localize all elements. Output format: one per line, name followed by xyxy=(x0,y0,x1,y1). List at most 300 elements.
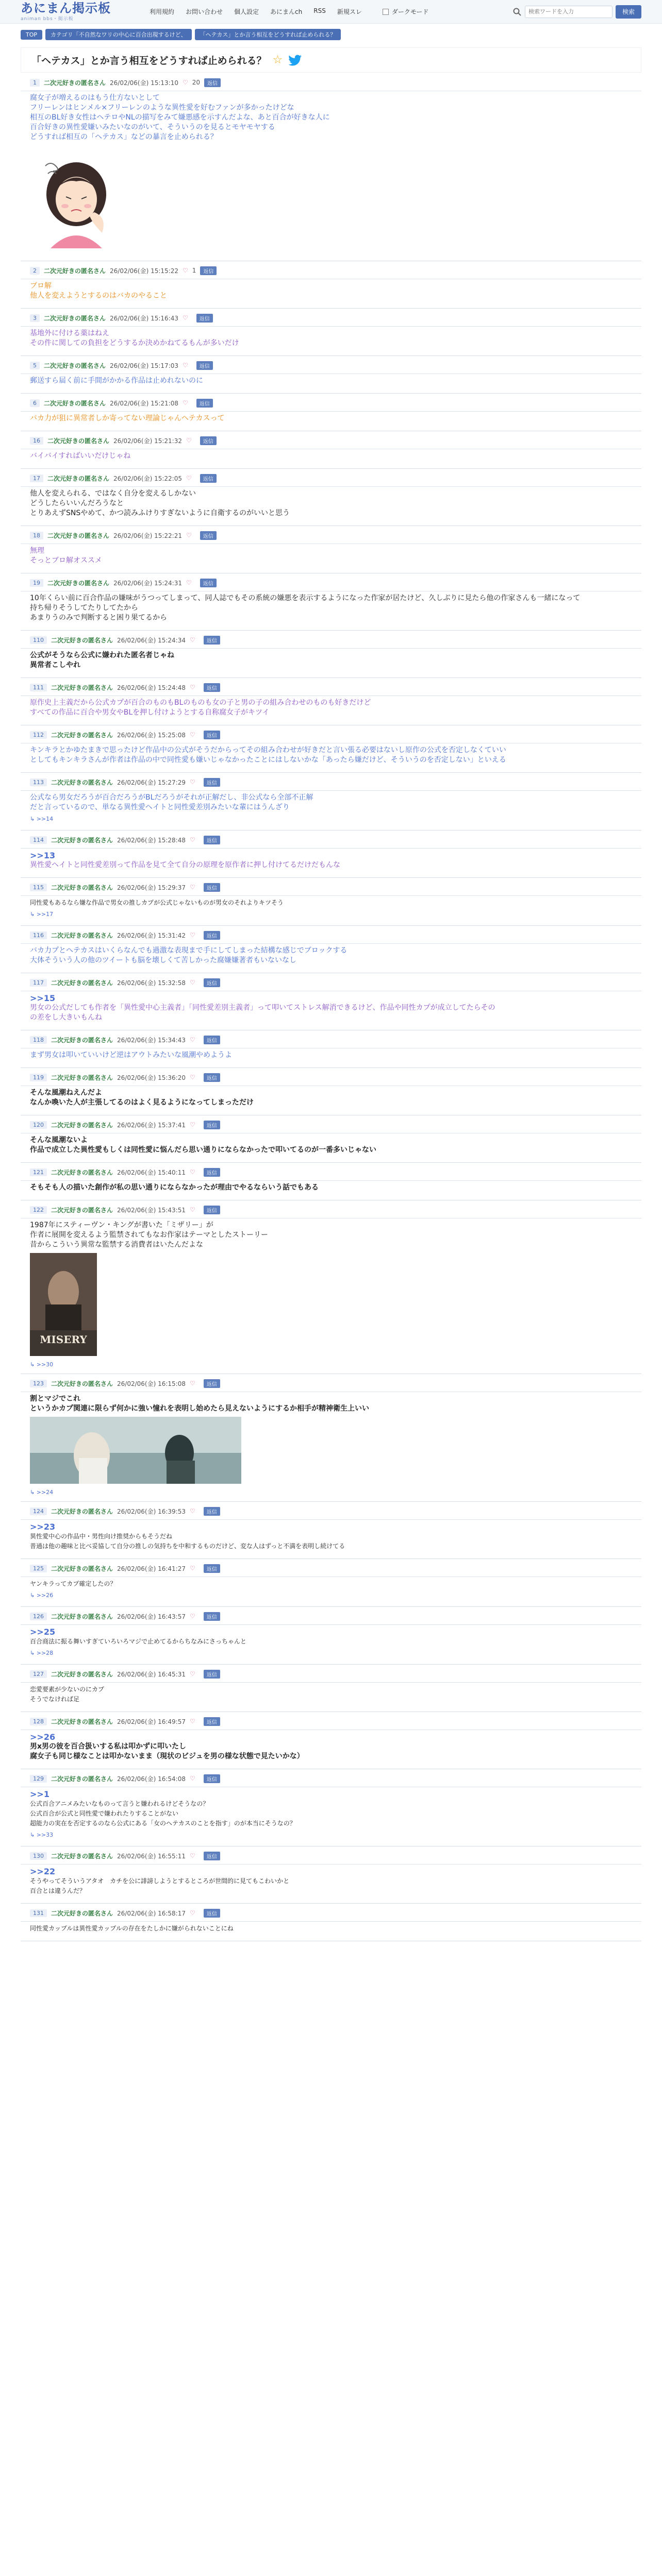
post-meta xyxy=(21,1611,641,1621)
post xyxy=(21,1773,641,1838)
poster-name: 二次元好きの匿名さん xyxy=(51,1909,113,1917)
post-body xyxy=(21,991,641,1023)
post-body xyxy=(21,279,641,301)
nav-item-rss[interactable]: RSS xyxy=(313,7,326,14)
post-text-line: ヤンキラってカプ確定したの？ xyxy=(30,1580,117,1587)
site-header xyxy=(0,0,662,24)
reply-link[interactable]: ↳ >>28 xyxy=(30,1650,54,1656)
post-meta xyxy=(21,578,641,588)
poster-name: 二次元好きの匿名さん xyxy=(51,684,113,691)
post xyxy=(21,1716,641,1761)
post-date: 26/02/06(金) 15:21:32 xyxy=(113,437,182,445)
reply-button[interactable]: 返信 xyxy=(196,399,213,408)
post-body xyxy=(21,486,641,518)
post xyxy=(21,435,641,461)
post-number[interactable]: 131 xyxy=(30,1909,47,1917)
post-text-line[interactable]: >>25 xyxy=(30,1627,56,1637)
post xyxy=(21,730,641,765)
post-number[interactable]: 18 xyxy=(30,532,43,539)
post-date: 26/02/06(金) 15:16:43 xyxy=(110,314,178,322)
reply-button[interactable]: 返信 xyxy=(200,474,217,483)
reply-button[interactable]: 返信 xyxy=(200,436,217,445)
post xyxy=(21,882,641,918)
post-number[interactable]: 123 xyxy=(30,1380,47,1387)
reply-link[interactable]: ↳ >>33 xyxy=(30,1832,54,1838)
anime-scene-image xyxy=(30,1417,241,1484)
thread-title-box xyxy=(21,47,641,73)
poster-name: 二次元好きの匿名さん xyxy=(51,1507,113,1515)
post-text-line[interactable]: >>15 xyxy=(30,993,56,1003)
poster-name: 二次元好きの匿名さん xyxy=(44,314,106,322)
reply-button[interactable]: 返信 xyxy=(204,1121,220,1129)
post-body xyxy=(21,743,641,765)
poster-name: 二次元好きの匿名さん xyxy=(51,1718,113,1725)
like-heart-icon[interactable]: ♡ xyxy=(189,1074,195,1081)
post-meta xyxy=(21,1851,641,1861)
post-number[interactable]: 118 xyxy=(30,1036,47,1044)
dark-mode-toggle[interactable] xyxy=(383,7,429,16)
post-body xyxy=(21,696,641,718)
like-heart-icon[interactable]: ♡ xyxy=(189,731,195,738)
twitter-share-icon[interactable] xyxy=(289,55,302,66)
breadcrumb xyxy=(0,24,662,40)
post-body xyxy=(21,1086,641,1108)
post-text-line: 同性愛カップルは異性愛カップルの存在をたしかに嫌がられないことにね xyxy=(30,1925,234,1932)
post-text-line: 男女の公式だしても作者を「異性愛中心主義者」「同性愛差別主義者」って叩いてストレス解消できるけど、作品や同性カプが成立してたらその xyxy=(30,1004,495,1012)
like-heart-icon[interactable]: ♡ xyxy=(186,579,192,586)
poster-name: 二次元好きの匿名さん xyxy=(51,1775,113,1783)
post-number[interactable]: 115 xyxy=(30,884,47,891)
like-heart-icon[interactable]: ♡ xyxy=(189,979,195,986)
post-number[interactable]: 5 xyxy=(30,362,40,369)
reply-button[interactable]: 返信 xyxy=(204,1774,220,1783)
like-heart-icon[interactable]: ♡ xyxy=(186,532,192,539)
site-logo[interactable] xyxy=(21,2,124,22)
like-heart-icon[interactable]: ♡ xyxy=(189,1380,195,1387)
post-divider xyxy=(21,393,641,394)
post-number[interactable]: 111 xyxy=(30,684,47,691)
post-number[interactable]: 6 xyxy=(30,399,40,407)
post-divider xyxy=(21,1664,641,1665)
post-body xyxy=(21,648,641,670)
logo-text: あにまん掲示板 xyxy=(21,1,111,15)
post-text-line: あまりうのみで判断すると困り果てるから xyxy=(30,614,167,622)
post-number[interactable]: 19 xyxy=(30,579,43,587)
post-text-line: フリーレンはヒンメル×フリーレンのような異性愛を好むファンが多かったけどな xyxy=(30,104,294,112)
post-text-line: の差をし大きいもんね xyxy=(30,1013,102,1022)
post-meta xyxy=(21,1167,641,1177)
post-text-line: 恋愛要素が少ないのにカプ xyxy=(30,1686,105,1693)
like-heart-icon[interactable]: ♡ xyxy=(189,1206,195,1213)
post-number[interactable]: 16 xyxy=(30,437,43,445)
post-text-line: 普通は他の趣味と比べ妥協して自分の推しの気持ちを中和するものだけど、変な人はずっと不満を表明し続けてる xyxy=(30,1543,345,1550)
reply-button[interactable]: 返信 xyxy=(204,683,220,692)
post xyxy=(21,473,641,518)
like-heart-icon[interactable]: ♡ xyxy=(189,1168,195,1176)
post-body xyxy=(21,1392,641,1496)
like-heart-icon[interactable]: ♡ xyxy=(189,836,195,843)
post-body xyxy=(21,326,641,348)
reply-button[interactable]: 返信 xyxy=(204,1036,220,1044)
post-text-line: 百合商法に振る舞いすぎていろいろマジで止めてるからちなみにさっちゃんと xyxy=(30,1638,247,1645)
post xyxy=(21,1506,641,1551)
reply-button[interactable]: 返信 xyxy=(200,531,217,540)
post-date: 26/02/06(金) 16:55:11 xyxy=(117,1852,186,1860)
like-heart-icon[interactable]: ♡ xyxy=(189,684,195,691)
post-meta xyxy=(21,1378,641,1388)
poster-name: 二次元好きの匿名さん xyxy=(51,1121,113,1129)
post xyxy=(21,360,641,386)
post-text-line: バカ力プとヘテカスはいくらなんでも過激な表現まで手にしてしまった結構な感じでブロックする xyxy=(30,946,347,955)
post-body xyxy=(21,1577,641,1599)
post-number[interactable]: 114 xyxy=(30,836,47,844)
reply-button[interactable]: 返信 xyxy=(204,778,220,787)
post-meta xyxy=(21,1773,641,1784)
post-body xyxy=(21,1133,641,1155)
post-text-line: 同性愛もあるなら嫌な作品で男女の推しカプが公式じゃないものが男女のそれよりキツそう xyxy=(30,899,284,906)
like-heart-icon[interactable]: ♡ xyxy=(189,1613,195,1620)
post-number[interactable]: 112 xyxy=(30,731,47,739)
post-meta xyxy=(21,473,641,483)
post-meta xyxy=(21,313,641,323)
like-heart-icon[interactable]: ♡ xyxy=(189,1670,195,1677)
post-date: 26/02/06(金) 16:39:53 xyxy=(117,1507,186,1515)
post-text-line: どうしたらいいんだろうなと xyxy=(30,499,124,507)
like-heart-icon[interactable]: ♡ xyxy=(189,778,195,786)
post-divider xyxy=(21,1606,641,1607)
post-number[interactable]: 119 xyxy=(30,1074,47,1081)
post-body xyxy=(21,591,641,623)
post-divider xyxy=(21,772,641,773)
post-number[interactable]: 2 xyxy=(30,267,40,275)
post-number[interactable]: 121 xyxy=(30,1168,47,1176)
post xyxy=(21,1072,641,1108)
poster-name: 二次元好きの匿名さん xyxy=(47,474,110,482)
like-heart-icon[interactable]: ♡ xyxy=(182,267,188,274)
reply-link[interactable]: ↳ >>26 xyxy=(30,1592,54,1599)
post-text-line: 無理 xyxy=(30,547,44,555)
post-date: 26/02/06(金) 15:22:05 xyxy=(113,474,182,482)
dark-mode-checkbox[interactable] xyxy=(383,9,389,15)
post-body xyxy=(21,895,641,918)
post-divider xyxy=(21,1558,641,1559)
post-text-line: 基地外に付ける薬はねえ xyxy=(30,329,109,337)
poster-name: 二次元好きの匿名さん xyxy=(47,437,110,445)
post-meta xyxy=(21,835,641,845)
like-heart-icon[interactable]: ♡ xyxy=(182,79,188,86)
post-number[interactable]: 113 xyxy=(30,778,47,786)
post-body xyxy=(21,544,641,566)
post xyxy=(21,578,641,623)
like-heart-icon[interactable]: ♡ xyxy=(182,362,188,369)
like-heart-icon[interactable]: ♡ xyxy=(189,636,195,643)
reply-button[interactable]: 返信 xyxy=(204,78,221,87)
post-number[interactable]: 1 xyxy=(30,79,40,87)
post-text-line: 他人を変えられる、ではなく自分を変えるしかない xyxy=(30,489,196,498)
post xyxy=(21,977,641,1023)
post-text-line: 百合とは違うんだ？ xyxy=(30,1887,86,1894)
post-text-line[interactable]: >>23 xyxy=(30,1522,56,1532)
post xyxy=(21,835,641,870)
post-text-line: 他人を変えようとするのはバカのやること xyxy=(30,292,167,300)
reply-button[interactable]: 返信 xyxy=(204,636,220,645)
reply-button[interactable]: 返信 xyxy=(204,1206,220,1214)
post-meta xyxy=(21,1035,641,1045)
post-text-line: そうやってそういうアタオ カチを公に誹謗しようとするところが世間的に見てもこわいかと xyxy=(30,1877,290,1885)
post-date: 26/02/06(金) 15:24:31 xyxy=(113,579,182,587)
post-date: 26/02/06(金) 15:17:03 xyxy=(110,362,178,369)
post-meta xyxy=(21,682,641,692)
post-body xyxy=(21,449,641,461)
post-meta xyxy=(21,635,641,645)
post-body xyxy=(21,1180,641,1193)
post-date: 26/02/06(金) 15:34:43 xyxy=(117,1036,186,1044)
post-divider xyxy=(21,1501,641,1502)
nav-item-contact[interactable]: お問い合わせ xyxy=(186,8,223,15)
reply-button[interactable]: 返信 xyxy=(204,1612,220,1621)
like-count: 20 xyxy=(192,79,201,86)
post-number[interactable]: 130 xyxy=(30,1852,47,1860)
reply-button[interactable]: 返信 xyxy=(204,978,220,987)
post xyxy=(21,1611,641,1656)
like-heart-icon[interactable]: ♡ xyxy=(182,399,188,406)
post-text-line[interactable]: >>13 xyxy=(30,851,56,860)
post-divider xyxy=(21,630,641,631)
post-meta xyxy=(21,530,641,540)
reply-button[interactable]: 返信 xyxy=(200,266,217,275)
reply-button[interactable]: 返信 xyxy=(204,1717,220,1726)
post-text-line: そんな風潮ないよ xyxy=(30,1136,88,1144)
thread-title: 「ヘテカス」とか言う相互をどうすれば止められる？ xyxy=(31,55,267,66)
post xyxy=(21,77,641,256)
post-text-line: そうでなければ足 xyxy=(30,1696,80,1703)
like-heart-icon[interactable]: ♡ xyxy=(189,1565,195,1572)
poster-name: 二次元好きの匿名さん xyxy=(51,1670,113,1678)
post-divider xyxy=(21,1903,641,1904)
reply-button[interactable]: 返信 xyxy=(204,1670,220,1679)
favorite-star-icon[interactable]: ☆ xyxy=(272,54,283,66)
post-body xyxy=(21,374,641,386)
post-date: 26/02/06(金) 15:43:51 xyxy=(117,1206,186,1214)
post-text-line: 公式がそうなら公式に嫌われた匿名者じゃね xyxy=(30,651,174,659)
breadcrumb-top[interactable]: TOP xyxy=(21,30,42,40)
reply-link[interactable]: ↳ >>24 xyxy=(30,1489,54,1496)
post-divider xyxy=(21,468,641,469)
post-text-line: 百合好きの異性愛嫌いみたいなのがいて、そういうのを見るとモヤモヤする xyxy=(30,123,275,131)
post-number[interactable]: 120 xyxy=(30,1121,47,1129)
post-image-frame[interactable] xyxy=(30,145,641,256)
post-number[interactable]: 127 xyxy=(30,1670,47,1678)
post xyxy=(21,1378,641,1496)
reply-button[interactable]: 返信 xyxy=(204,1564,220,1573)
reply-button[interactable]: 返信 xyxy=(204,731,220,739)
post-text-line: 1987年にスティーヴン・キングが書いた「ミザリー」が xyxy=(30,1221,213,1229)
post-body xyxy=(21,943,641,965)
nav-item-new-thread[interactable]: 新規スレ xyxy=(337,8,362,15)
post-meta xyxy=(21,435,641,446)
post-body xyxy=(21,1730,641,1761)
post-divider xyxy=(21,830,641,831)
like-heart-icon[interactable]: ♡ xyxy=(182,314,188,321)
reply-link[interactable]: ↳ >>30 xyxy=(30,1361,54,1368)
post-text-line: まず男女は叩いていいけど逆はアウトみたいな風潮やめようよ xyxy=(30,1051,232,1059)
post-body xyxy=(21,1519,641,1551)
post-text-line: 10年くらい前に百合作品の嫌味がうつってしまって、同人誌でもその系統の嫌悪を表示するようになった作家が居たけど、久しぶりに見たら他の作家さんも一緒になって xyxy=(30,594,581,602)
nav-item-terms[interactable]: 利用規約 xyxy=(150,8,175,15)
like-count: 1 xyxy=(192,267,196,274)
misery-poster-image xyxy=(30,1253,97,1356)
post-date: 26/02/06(金) 15:28:48 xyxy=(117,836,186,844)
breadcrumb-category[interactable]: カテゴリ「不自然なワリの中心に百合出現するけど、 xyxy=(45,29,192,40)
post-body xyxy=(21,91,641,256)
post-text-line: そっとブロ解オススメ xyxy=(30,556,102,565)
reply-button[interactable]: 返信 xyxy=(196,314,213,323)
post xyxy=(21,398,641,423)
breadcrumb-thread[interactable]: 「ヘテカス」とか言う相互をどうすれば止められる？ xyxy=(195,29,341,40)
reply-button[interactable]: 返信 xyxy=(204,931,220,940)
post-text-line: 異性愛ヘイトと同性愛差別って作品を見て全て自分の原理を原作者に押し付けてるだけだもんな xyxy=(30,861,340,869)
post-number[interactable]: 128 xyxy=(30,1718,47,1725)
post xyxy=(21,1035,641,1060)
like-heart-icon[interactable]: ♡ xyxy=(186,437,192,444)
post-text-line: 異常者こしやれ xyxy=(30,661,80,669)
post-text-line: というかカプ関連に限らず何かに強い憧れを表明し始めたら見えないようにするか相手が精神衛生上いい xyxy=(30,1404,369,1413)
post-meta xyxy=(21,930,641,940)
poster-name: 二次元好きの匿名さん xyxy=(44,79,106,87)
post xyxy=(21,635,641,670)
like-heart-icon[interactable]: ♡ xyxy=(189,1852,195,1859)
post xyxy=(21,265,641,301)
reply-button[interactable]: 返信 xyxy=(204,1379,220,1388)
poster-name: 二次元好きの匿名さん xyxy=(51,1565,113,1572)
reply-button[interactable]: 返信 xyxy=(200,579,217,587)
post-text-line: 作者に展開を変えるよう監禁されてもなお作家はテーマとしたストーリー xyxy=(30,1231,268,1239)
post-text-line: 郵送すら届く前に手間がかかる作品は止めれないのに xyxy=(30,377,203,385)
post-body xyxy=(21,1682,641,1704)
like-heart-icon[interactable]: ♡ xyxy=(189,884,195,891)
post-body xyxy=(21,790,641,822)
search-icon xyxy=(512,7,522,16)
reply-button[interactable]: 返信 xyxy=(204,1507,220,1516)
post-number[interactable]: 124 xyxy=(30,1507,47,1515)
post-divider xyxy=(21,877,641,878)
post-text-line: なんか喚いた人が主張してるのはよく見るようになってしまっただけ xyxy=(30,1098,254,1107)
like-heart-icon[interactable]: ♡ xyxy=(189,1718,195,1725)
reply-button[interactable]: 返信 xyxy=(204,1852,220,1860)
post-text-line[interactable]: >>22 xyxy=(30,1867,56,1876)
poster-name: 二次元好きの匿名さん xyxy=(51,1613,113,1620)
post-text-line: バカ力が狙に異常者しか寄ってない理論じゃんヘテカスって xyxy=(30,414,225,422)
post xyxy=(21,930,641,965)
post-text-line: 公式百合アニメみたいなものって言うと嫌われるけどそうなの？ xyxy=(30,1800,209,1807)
post-number[interactable]: 125 xyxy=(30,1565,47,1572)
post-date: 26/02/06(金) 15:40:11 xyxy=(117,1168,186,1176)
reply-button[interactable]: 返信 xyxy=(196,361,213,370)
post-body xyxy=(21,1864,641,1896)
post-text-line: 公式百合が公式と同性愛で嫌われたりすることがない xyxy=(30,1810,179,1817)
reply-button[interactable]: 返信 xyxy=(204,836,220,844)
reply-link[interactable]: ↳ >>14 xyxy=(30,816,54,822)
post-text-line: 異性愛中心の作品中・男性向け推奨からもそうだね xyxy=(30,1533,173,1540)
post-number[interactable]: 122 xyxy=(30,1206,47,1214)
like-heart-icon[interactable]: ♡ xyxy=(189,1775,195,1782)
post-date: 26/02/06(金) 15:13:10 xyxy=(110,79,178,87)
reply-button[interactable]: 返信 xyxy=(204,1073,220,1082)
nav-item-animanch[interactable]: あにまんch xyxy=(270,8,303,15)
like-heart-icon[interactable]: ♡ xyxy=(189,1121,195,1128)
post xyxy=(21,1167,641,1193)
post-text-line[interactable]: >>26 xyxy=(30,1732,56,1742)
post-date: 26/02/06(金) 16:15:08 xyxy=(117,1380,186,1387)
like-heart-icon[interactable]: ♡ xyxy=(189,1036,195,1043)
post-date: 26/02/06(金) 15:24:48 xyxy=(117,684,186,691)
post-divider xyxy=(21,355,641,356)
search-area xyxy=(512,5,641,19)
post-meta xyxy=(21,265,641,276)
post-number[interactable]: 17 xyxy=(30,474,43,482)
like-heart-icon[interactable]: ♡ xyxy=(189,1909,195,1917)
post-image-frame[interactable] xyxy=(30,1253,641,1358)
post-date: 26/02/06(金) 15:31:42 xyxy=(117,931,186,939)
post xyxy=(21,682,641,718)
post-text-line: バイバイすればいいだけじゃね xyxy=(30,452,131,460)
post-divider xyxy=(21,308,641,309)
post-body xyxy=(21,1787,641,1838)
top-nav xyxy=(150,7,362,16)
nav-item-settings[interactable]: 個人設定 xyxy=(234,8,259,15)
post-text-line: 割とマジでこれ xyxy=(30,1395,80,1403)
post-date: 26/02/06(金) 15:22:21 xyxy=(113,532,182,539)
poster-name: 二次元好きの匿名さん xyxy=(51,979,113,987)
post-body xyxy=(21,411,641,423)
post-image-frame[interactable] xyxy=(30,1417,641,1486)
post-number[interactable]: 129 xyxy=(30,1775,47,1783)
post-date: 26/02/06(金) 16:54:08 xyxy=(117,1775,186,1783)
post-date: 26/02/06(金) 16:45:31 xyxy=(117,1670,186,1678)
poster-name: 二次元好きの匿名さん xyxy=(51,1206,113,1214)
post-text-line[interactable]: >>1 xyxy=(30,1789,49,1799)
post-number[interactable]: 110 xyxy=(30,636,47,644)
post-body xyxy=(21,1624,641,1656)
post-text-line: 作品で成立した異性愛もしくは同性愛に悩んだら思い通りにならなかったで叩いてるのが一番多いじゃない xyxy=(30,1146,376,1154)
poster-name: 二次元好きの匿名さん xyxy=(51,636,113,644)
post-text-line: そんな風潮ねえんだよ xyxy=(30,1089,102,1097)
post-text-line: ブロ解 xyxy=(30,282,52,290)
post-number[interactable]: 116 xyxy=(30,931,47,939)
post-number[interactable]: 126 xyxy=(30,1613,47,1620)
like-heart-icon[interactable]: ♡ xyxy=(186,474,192,482)
post-number[interactable]: 3 xyxy=(30,314,40,322)
post-divider xyxy=(21,1162,641,1163)
search-button[interactable]: 検索 xyxy=(616,5,641,19)
reply-link[interactable]: ↳ >>17 xyxy=(30,911,54,918)
post-meta xyxy=(21,1908,641,1918)
post-meta xyxy=(21,1506,641,1516)
post-date: 26/02/06(金) 15:32:58 xyxy=(117,979,186,987)
poster-name: 二次元好きの匿名さん xyxy=(51,1074,113,1081)
post-divider xyxy=(21,925,641,926)
like-heart-icon[interactable]: ♡ xyxy=(189,931,195,939)
reply-button[interactable]: 返信 xyxy=(204,1168,220,1177)
like-heart-icon[interactable]: ♡ xyxy=(189,1507,195,1515)
post-number[interactable]: 117 xyxy=(30,979,47,987)
reply-button[interactable]: 返信 xyxy=(204,1909,220,1918)
search-input[interactable] xyxy=(525,6,613,18)
post xyxy=(21,1908,641,1934)
post-meta xyxy=(21,1120,641,1130)
reply-button[interactable]: 返信 xyxy=(204,883,220,892)
post-text-line: だと言っているので、単なる異性愛ヘイトと同性愛差別みたいな輩にはうんざり xyxy=(30,803,290,811)
